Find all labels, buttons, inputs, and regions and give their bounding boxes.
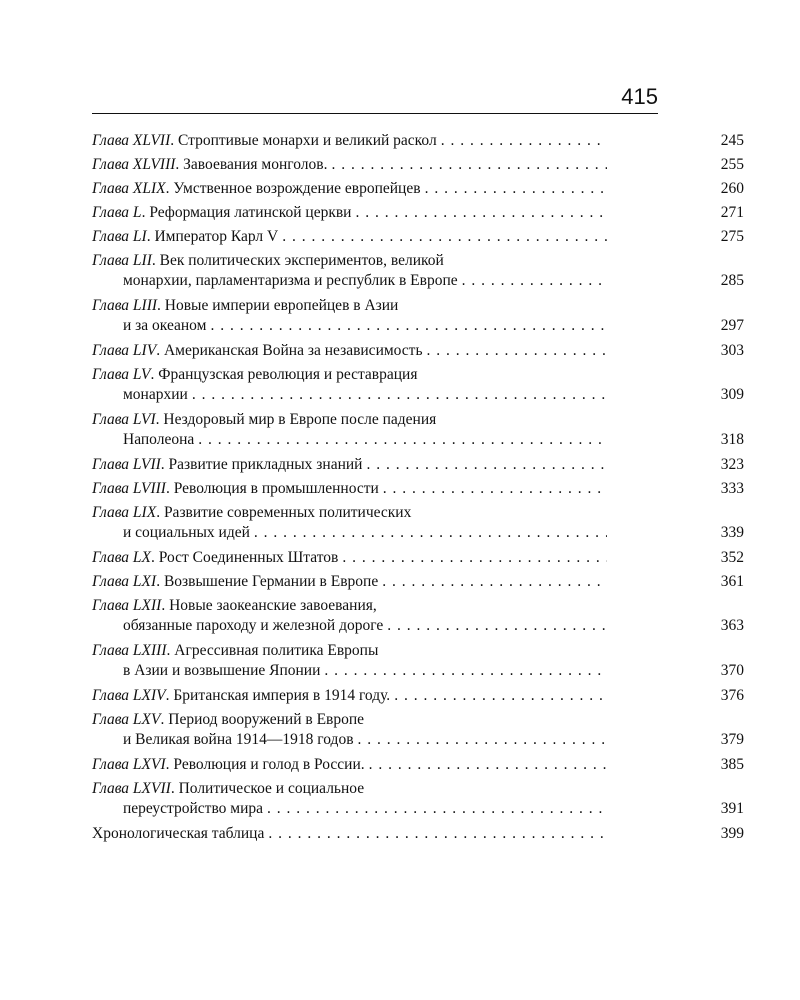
chapter-title: . Американская Война за независимость <box>156 342 423 359</box>
dot-leader <box>267 799 607 819</box>
dot-leader <box>382 572 607 592</box>
chapter-title: . Новые заокеанские завоевания, <box>161 597 377 614</box>
chapter-title: . Император Карл V <box>146 228 279 245</box>
page-ref: 323 <box>720 456 744 473</box>
chapter-label: Глава LXIV <box>92 687 166 704</box>
page-ref: 339 <box>720 524 744 541</box>
toc-entry-line <box>92 641 609 661</box>
dot-leader <box>425 179 607 199</box>
table-of-contents <box>92 131 744 848</box>
dot-leader <box>427 341 607 361</box>
chapter-title: обязанные пароходу и железной дороге <box>123 617 384 634</box>
chapter-title: . Рост Соединенных Штатов <box>151 549 339 566</box>
chapter-label: Глава LXI <box>92 573 157 590</box>
toc-entry-line <box>92 227 744 247</box>
page-ref: 376 <box>720 687 744 704</box>
page-ref: 318 <box>720 431 744 448</box>
chapter-title: и социальных идей <box>123 524 250 541</box>
toc-entry-continuation <box>92 430 744 450</box>
chapter-label: Глава LXIII <box>92 642 167 659</box>
chapter-label: Глава XLVIII <box>92 156 176 173</box>
dot-leader <box>210 316 607 336</box>
chapter-title: . Революция и голод в России. <box>165 756 365 773</box>
chapter-label: Глава LVII <box>92 456 161 473</box>
chapter-title: . Развитие прикладных знаний <box>160 456 363 473</box>
toc-entry-line <box>92 596 609 616</box>
toc-entry <box>92 227 744 251</box>
page-number: 415 <box>621 84 658 109</box>
toc-entry-continuation <box>92 316 744 336</box>
toc-entry <box>92 296 744 341</box>
toc-entry <box>92 455 744 479</box>
toc-entry <box>92 710 744 755</box>
chapter-title: . Французская революция и реставрация <box>150 366 418 383</box>
dot-leader <box>394 686 607 706</box>
chapter-title: . Возвышение Германии в Европе <box>156 573 379 590</box>
toc-entry <box>92 548 744 572</box>
toc-entry-line <box>92 251 609 271</box>
dot-leader <box>198 430 607 450</box>
chapter-title: . Реформация латинской церкви <box>141 204 352 221</box>
chapter-label: Глава LIII <box>92 297 158 314</box>
toc-entry <box>92 641 744 686</box>
dot-leader <box>358 730 607 750</box>
toc-entry <box>92 155 744 179</box>
toc-entry-line <box>92 131 744 151</box>
dot-leader <box>355 203 607 223</box>
toc-entry <box>92 341 744 365</box>
toc-entry <box>92 596 744 641</box>
dot-leader <box>254 523 607 543</box>
dot-leader <box>387 616 607 636</box>
chapter-title: и Великая война 1914—1918 годов <box>123 731 354 748</box>
chapter-title: . Британская империя в 1914 году. <box>165 687 391 704</box>
chapter-label: Глава LXVII <box>92 780 171 797</box>
toc-entry-line <box>92 455 744 475</box>
page-ref: 363 <box>720 617 744 634</box>
chapter-label: Глава LXII <box>92 597 162 614</box>
page-ref: 399 <box>720 825 744 842</box>
dot-leader <box>331 155 607 175</box>
toc-entry-line <box>92 824 744 844</box>
dot-leader <box>383 479 607 499</box>
chapter-title: переустройство мира <box>123 800 264 817</box>
page-ref: 245 <box>720 132 744 149</box>
page-ref: 275 <box>720 228 744 245</box>
toc-entry <box>92 179 744 203</box>
dot-leader <box>462 271 607 291</box>
toc-entry-line <box>92 710 609 730</box>
toc-entry-line <box>92 155 744 175</box>
chapter-title: . Нездоровый мир в Европе после падения <box>155 411 437 428</box>
chapter-label: Глава LIX <box>92 504 157 521</box>
dot-leader <box>282 227 607 247</box>
toc-entry <box>92 686 744 710</box>
chapter-title: . Период вооружений в Европе <box>160 711 365 728</box>
toc-entry-line <box>92 179 744 199</box>
page-ref: 309 <box>720 386 744 403</box>
chapter-title: . Революция в промышленности <box>165 480 379 497</box>
chapter-title: . Новые империи европейцев в Азии <box>157 297 399 314</box>
chapter-label: Глава LXV <box>92 711 161 728</box>
page-ref: 370 <box>720 662 744 679</box>
page-ref: 255 <box>720 156 744 173</box>
chapter-title: в Азии и возвышение Японии <box>123 662 321 679</box>
toc-entry-continuation <box>92 616 744 636</box>
dot-leader <box>441 131 607 151</box>
toc-entry <box>92 203 744 227</box>
chapter-label: Глава XLIX <box>92 180 166 197</box>
dot-leader <box>366 455 607 475</box>
toc-entry-line <box>92 548 744 568</box>
chapter-title: . Строптивые монархи и великий раскол <box>170 132 437 149</box>
chapter-label: Глава LI <box>92 228 147 245</box>
chapter-label: Глава LII <box>92 252 152 269</box>
page-ref: 333 <box>720 480 744 497</box>
chapter-label: Глава LIV <box>92 342 157 359</box>
toc-entry-line <box>92 779 609 799</box>
toc-entry <box>92 479 744 503</box>
dot-leader <box>268 824 607 844</box>
toc-entry-line <box>92 296 609 316</box>
chapter-label: Глава LV <box>92 366 151 383</box>
toc-entry-continuation <box>92 385 744 405</box>
dot-leader <box>369 755 607 775</box>
toc-entry-line <box>92 686 744 706</box>
page-ref: 379 <box>720 731 744 748</box>
chapter-title: и за океаном <box>123 317 207 334</box>
chapter-title: монархии <box>123 386 188 403</box>
page-ref: 297 <box>720 317 744 334</box>
chapter-title: . Развитие современных политических <box>156 504 412 521</box>
chapter-title: . Агрессивная политика Европы <box>166 642 379 659</box>
page-ref: 352 <box>720 549 744 566</box>
toc-entry <box>92 755 744 779</box>
page-ref: 361 <box>720 573 744 590</box>
chapter-title: . Политическое и социальное <box>170 780 365 797</box>
toc-entry-continuation <box>92 730 744 750</box>
toc-entry <box>92 779 744 824</box>
chapter-title: . Умственное возрождение европейцев <box>165 180 421 197</box>
chapter-title: монархии, парламентаризма и республик в Европе <box>123 272 458 289</box>
toc-entry-line <box>92 755 744 775</box>
page-ref: 285 <box>720 272 744 289</box>
page-ref: 303 <box>720 342 744 359</box>
toc-entry-continuation <box>92 799 744 819</box>
dot-leader <box>324 661 607 681</box>
chapter-title: . Завоевания монголов. <box>175 156 328 173</box>
chapter-title: Наполеона <box>123 431 195 448</box>
page-ref: 271 <box>720 204 744 221</box>
toc-entry-line <box>92 479 744 499</box>
chapter-title: Хронологическая таблица <box>92 825 265 842</box>
toc-entry <box>92 572 744 596</box>
toc-entry-continuation <box>92 661 744 681</box>
toc-entry-line <box>92 410 609 430</box>
page-ref: 391 <box>720 800 744 817</box>
chapter-label: Глава LXVI <box>92 756 166 773</box>
toc-entry <box>92 365 744 410</box>
toc-entry <box>92 410 744 455</box>
toc-entry <box>92 131 744 155</box>
page-ref: 260 <box>720 180 744 197</box>
dot-leader <box>342 548 607 568</box>
toc-entry-line <box>92 572 744 592</box>
toc-entry-line <box>92 365 609 385</box>
toc-entry-continuation <box>92 271 744 291</box>
toc-entry-line <box>92 341 744 361</box>
header-rule <box>92 113 658 114</box>
toc-entry-continuation <box>92 523 744 543</box>
toc-entry <box>92 251 744 296</box>
toc-entry-line <box>92 503 609 523</box>
chapter-label: Глава LX <box>92 549 152 566</box>
toc-entry-line <box>92 203 744 223</box>
page-ref: 385 <box>720 756 744 773</box>
chapter-title: . Век политических экспериментов, великой <box>151 252 444 269</box>
chapter-label: Глава LVI <box>92 411 156 428</box>
dot-leader <box>192 385 607 405</box>
chapter-label: Глава L <box>92 204 142 221</box>
toc-entry <box>92 824 744 848</box>
chapter-label: Глава XLVII <box>92 132 171 149</box>
chapter-label: Глава LVIII <box>92 480 166 497</box>
toc-entry <box>92 503 744 548</box>
